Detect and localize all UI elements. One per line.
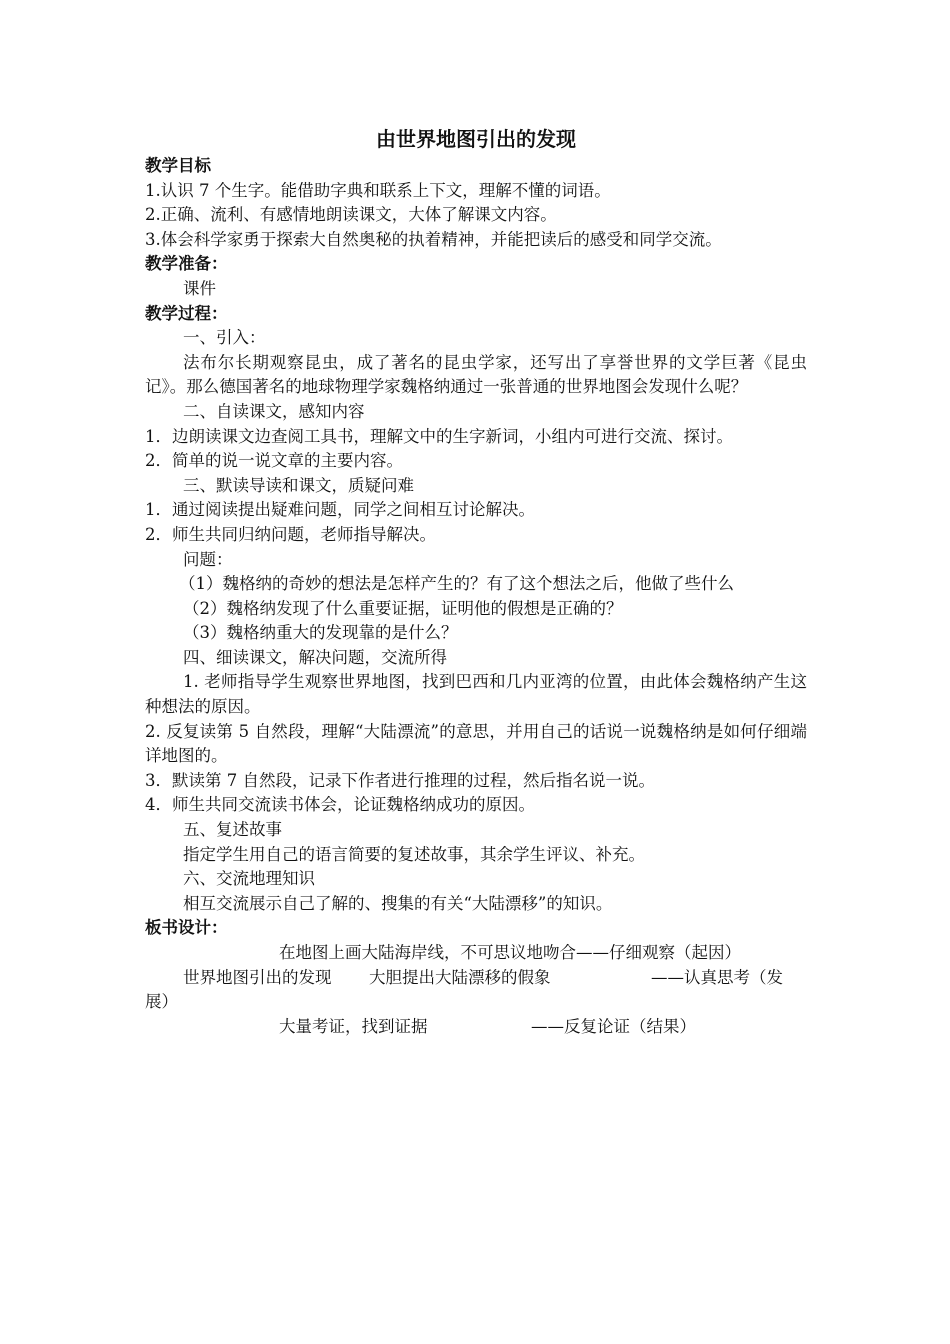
- board-mid-text: 大胆提出大陆漂移的假象: [369, 967, 551, 987]
- board-line-3-left: 大量考证，找到证据: [279, 1016, 428, 1036]
- board-line-2-tail: 展）: [145, 992, 178, 1012]
- section-5-text: 指定学生用自己的语言简要的复述故事，其余学生评议、补充。: [183, 844, 645, 864]
- board-line-1: 在地图上画大陆海岸线，不可思议地吻合——仔细观察（起因）: [279, 943, 741, 962]
- board-line-3-right: ——反复论证（结果）: [531, 1016, 696, 1036]
- prep-heading: 教学准备：: [145, 254, 228, 274]
- list-item: 2．简单的说一说文章的主要内容。: [145, 451, 403, 471]
- list-item: 1. 老师指导学生观察世界地图，找到巴西和几内亚湾的位置，由此体会魏格纳产生这种想法的原因。: [145, 672, 807, 717]
- goal-item: 2.正确、流利、有感情地朗读课文，大体了解课文内容。: [145, 205, 557, 225]
- question-item: （1）魏格纳的奇妙的想法是怎样产生的？有了这个想法之后，他做了些什么: [179, 574, 734, 594]
- list-item: 1．通过阅读提出疑难问题，同学之间相互讨论解决。: [145, 500, 535, 520]
- board-line-3: [145, 1015, 807, 1040]
- section-6-title: 六、交流地理知识: [183, 869, 315, 889]
- section-2-title: 二、自读课文，感知内容: [183, 401, 365, 421]
- section-5-title: 五、复述故事: [183, 820, 282, 840]
- list-item: 2．师生共同归纳问题，老师指导解决。: [145, 524, 436, 544]
- question-item: （2）魏格纳发现了什么重要证据，证明他的假想是正确的？: [183, 598, 623, 618]
- list-item: 1．边朗读课文边查阅工具书，理解文中的生字新词，小组内可进行交流、探讨。: [145, 426, 733, 446]
- list-item: 4．师生共同交流读书体会，论证魏格纳成功的原因。: [145, 795, 535, 815]
- page-title: 由世界地图引出的发现: [376, 127, 576, 151]
- question-item: （3）魏格纳重大的发现靠的是什么？: [183, 623, 458, 643]
- goal-item: 3.体会科学家勇于探索大自然奥秘的执着精神，并能把读后的感受和同学交流。: [145, 229, 722, 249]
- section-4-title: 四、细读课文，解决问题，交流所得: [183, 647, 447, 667]
- board-heading: 板书设计：: [145, 918, 228, 938]
- goal-item: 1.认识 7 个生字。能借助字典和联系上下文，理解不懂的词语。: [145, 180, 611, 200]
- section-3-title: 三、默读导读和课文，质疑问难: [183, 475, 414, 495]
- goals-heading: 教学目标: [145, 156, 211, 175]
- board-line-2: [145, 966, 807, 991]
- list-item: 2. 反复读第 5 自然段，理解“大陆漂流”的意思，并用自己的话说一说魏格纳是如何仔细端详地图的。: [145, 721, 807, 766]
- section-1-title: 一、引入：: [183, 328, 266, 348]
- section-6-text: 相互交流展示自己了解的、搜集的有关“大陆漂移”的知识。: [183, 893, 613, 913]
- list-item: 3．默读第 7 自然段，记录下作者进行推理的过程，然后指名说一说。: [145, 770, 655, 790]
- prep-text: 课件: [183, 278, 216, 298]
- process-heading: 教学过程：: [145, 303, 228, 323]
- questions-label: 问题：: [183, 549, 233, 569]
- board-right-text: ——认真思考（发: [651, 967, 783, 987]
- document-body: [145, 124, 807, 1039]
- board-center-topic: 世界地图引出的发现: [183, 967, 332, 987]
- section-1-text: 法布尔长期观察昆虫，成了著名的昆虫学家，还写出了享誉世界的文学巨著《昆虫记》。那么德国著名的地球物理学家魏格纳通过一张普通的世界地图会发现什么呢？: [145, 352, 807, 397]
